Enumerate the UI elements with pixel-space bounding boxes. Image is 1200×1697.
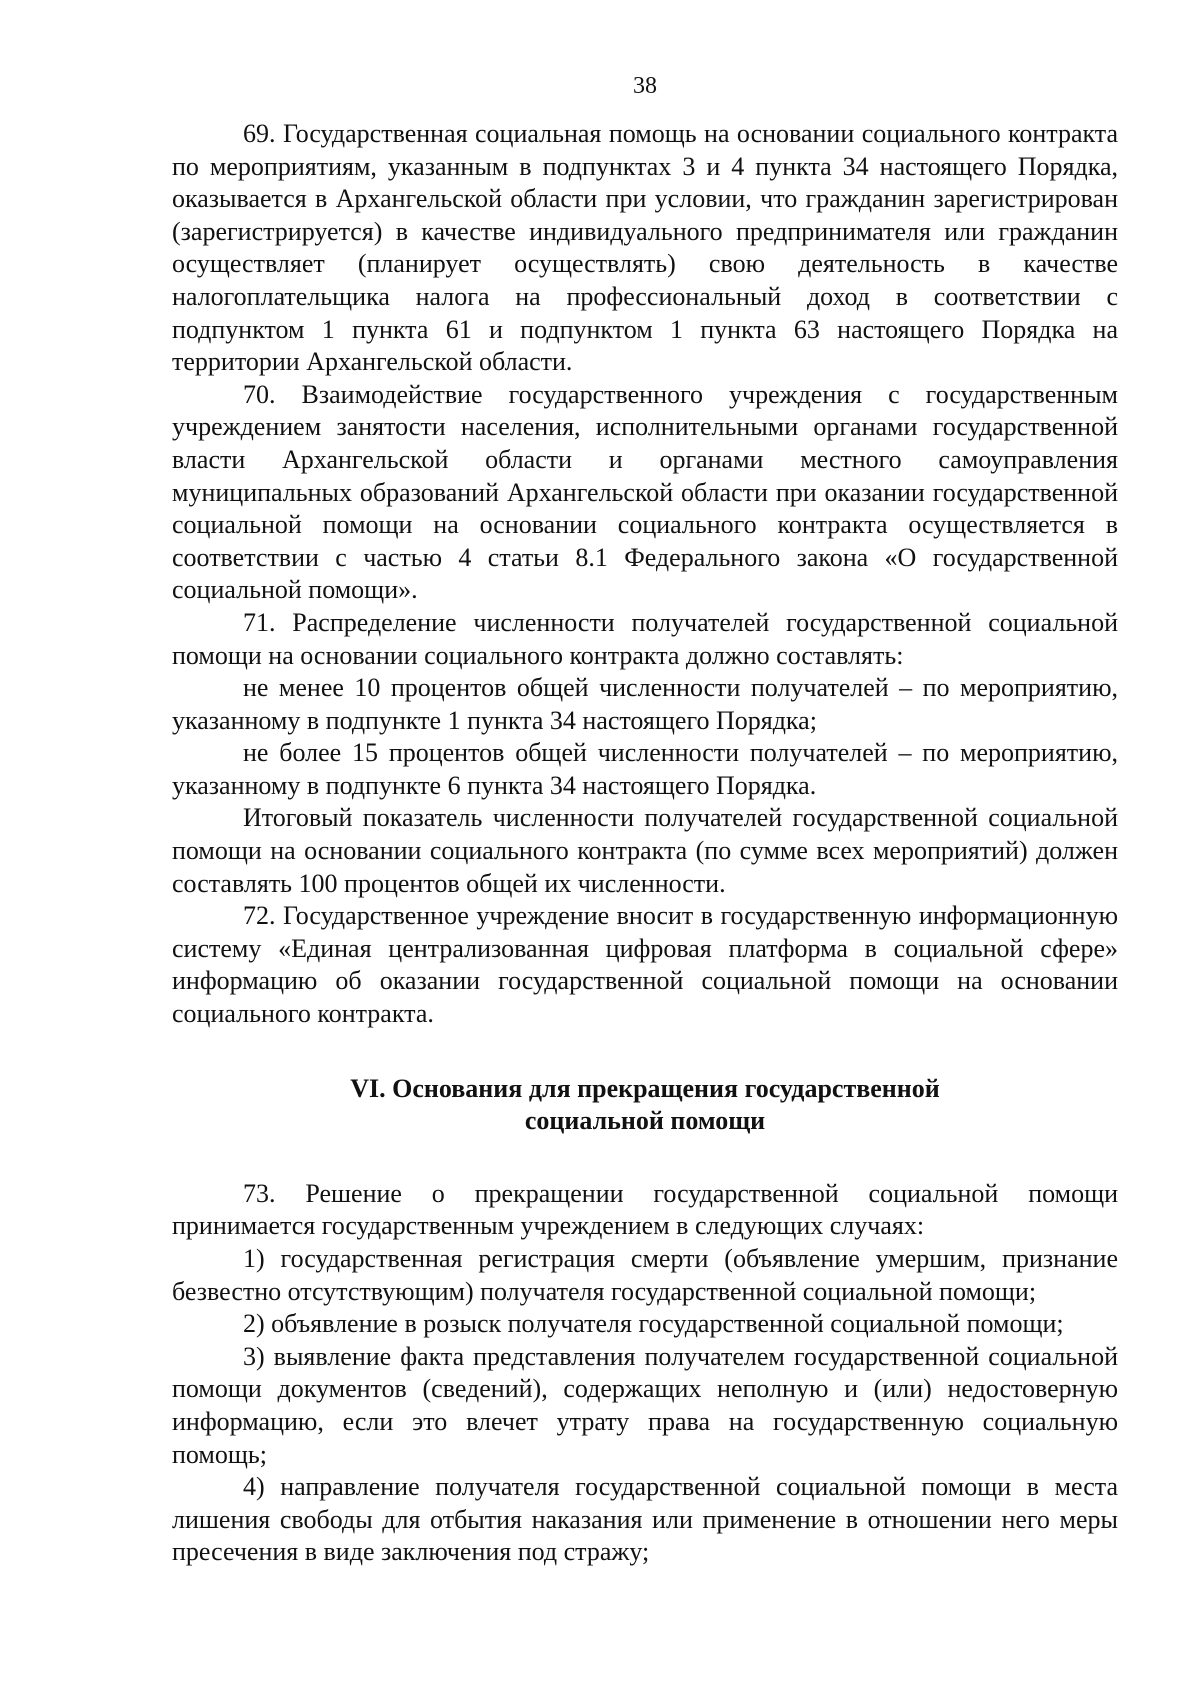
paragraph-72: 72. Государственное учреждение вносит в государственную информационную систему «Единая централизованная цифровая платформа в социальной сфере» информацию об оказании государственной социальной помощи на основании социального контракта.: [172, 901, 1118, 1029]
page-number: 38: [633, 73, 657, 99]
section-heading-line-1: VI. Основания для прекращения государственной: [350, 1073, 940, 1103]
paragraph-73: 73. Решение о прекращении государственной социальной помощи принимается государственным учреждением в следующих случаях:: [172, 1178, 1118, 1241]
paragraph-73-item-1: 1) государственная регистрация смерти (объявление умершим, признание безвестно отсутствующим) получателя государственной социальной помощи;: [172, 1244, 1118, 1306]
section-heading-line-2: социальной помощи: [524, 1106, 766, 1136]
paragraph-70: 70. Взаимодействие государственного учреждения с государственным учреждением занятости населения, исполнительными органами государственной власти Архангельской области и органами местного самоуправления муниципальных образований Архангельской области при оказании государственной социальной помощи на основании социального контракта осуществляется в соответствии с частью 4 статьи 8.1 Федерального закона «О государственной социальной помощи».: [172, 379, 1118, 605]
document-page: [172, 70, 1118, 1569]
paragraph-71: 71. Распределение численности получателей государственной социальной помощи на основании социального контракта должно составлять:: [172, 607, 1118, 670]
paragraph-73-item-2: 2) объявление в розыск получателя государственной социальной помощи;: [243, 1309, 1064, 1339]
paragraph-71-item-1: не менее 10 процентов общей численности получателей – по мероприятию, указанному в подпункте 1 пункта 34 настоящего Порядка;: [172, 673, 1118, 735]
paragraph-73-item-4: 4) направление получателя государственной социальной помощи в места лишения свободы для отбытия наказания или применение в отношении него меры пресечения в виде заключения под стражу;: [172, 1472, 1118, 1567]
section-heading: [172, 1073, 1118, 1138]
paragraph-73-item-3: 3) выявление факта представления получателем государственной социальной помощи документов (сведений), содержащих неполную и (или) недостоверную информацию, если это влечет утрату права на государственную социальную помощь;: [172, 1341, 1118, 1469]
paragraph-69: 69. Государственная социальная помощь на основании социального контракта по мероприятиям, указанным в подпунктах 3 и 4 пункта 34 настоящего Порядка, оказывается в Архангельской области при условии, что гражданин зарегистрирован (зарегистрируется) в качестве индивидуального предпринимателя или гражданин осуществляет (планирует осуществлять) свою деятельность в качестве налогоплательщика налога на профессиональный доход в соответствии с подпунктом 1 пункта 61 и подпунктом 1 пункта 63 настоящего Порядка на территории Архангельской области.: [172, 119, 1118, 377]
paragraph-71-item-2: не более 15 процентов общей численности получателей – по мероприятию, указанному в подпункте 6 пункта 34 настоящего Порядка.: [172, 738, 1118, 800]
paragraph-71-total: Итоговый показатель численности получателей государственной социальной помощи на основании социального контракта (по сумме всех мероприятий) должен составлять 100 процентов общей их численности.: [172, 803, 1118, 898]
